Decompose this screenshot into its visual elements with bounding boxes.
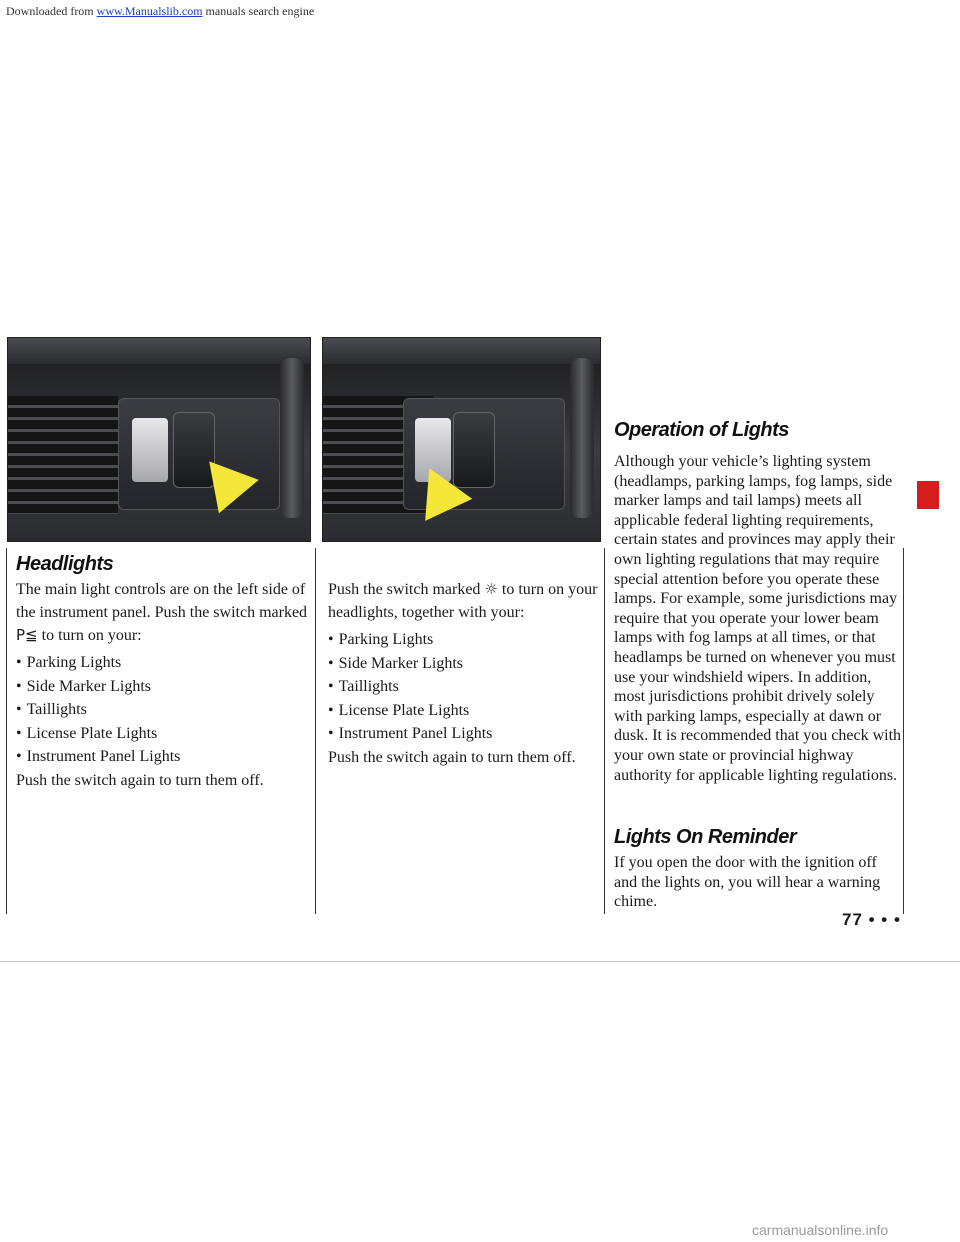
page-number: 77 • • • bbox=[842, 910, 901, 929]
middle-list bbox=[328, 628, 600, 746]
headlights-list bbox=[16, 651, 308, 769]
manualslib-link[interactable]: www.Manualslib.com bbox=[96, 4, 203, 18]
list-item: • Parking Lights bbox=[16, 651, 308, 675]
column-rule-right-a bbox=[604, 548, 605, 914]
dashboard-photo-right bbox=[322, 337, 601, 542]
headlamp-symbol-icon: ☼ bbox=[484, 580, 498, 598]
dashboard-photo-left bbox=[7, 337, 311, 542]
reminder-title: Lights On Reminder bbox=[614, 826, 797, 848]
list-item: • Side Marker Lights bbox=[328, 652, 600, 676]
list-item: • Taillights bbox=[16, 698, 308, 722]
headlights-intro: The main light controls are on the left side of the instrument panel. Push the switch marked P≦ to turn on your: bbox=[16, 581, 308, 644]
footer-watermark: carmanualsonline.info bbox=[752, 1222, 889, 1238]
headlights-closing: Push the switch again to turn them off. bbox=[16, 771, 264, 789]
middle-intro: Push the switch marked ☼ to turn on your headlights, together with your: bbox=[328, 580, 598, 621]
middle-body bbox=[328, 578, 600, 769]
parking-lights-symbol-icon: P≦ bbox=[16, 626, 38, 644]
headlights-body bbox=[16, 578, 308, 792]
list-item: • Instrument Panel Lights bbox=[16, 745, 308, 769]
list-item: • Side Marker Lights bbox=[16, 675, 308, 699]
headlights-title: Headlights bbox=[16, 553, 114, 575]
middle-closing: Push the switch again to turn them off. bbox=[328, 748, 576, 766]
column-rule-middle bbox=[315, 548, 316, 914]
page-divider bbox=[0, 961, 960, 962]
list-item: • Taillights bbox=[328, 675, 600, 699]
list-item: • License Plate Lights bbox=[328, 699, 600, 723]
list-item: • Parking Lights bbox=[328, 628, 600, 652]
column-rule-left bbox=[6, 548, 7, 914]
download-header: Downloaded from www.Manualslib.com manuals search engine bbox=[6, 4, 315, 18]
list-item: • License Plate Lights bbox=[16, 722, 308, 746]
section-tab-marker bbox=[917, 481, 939, 509]
operation-body: Although your vehicle’s lighting system (headlamps, parking lamps, fog lamps, side marker lamps and tail lamps) meets all applicable federal lighting requirements, certain states and provinces may apply their own lighting regulations that may require special attention before you operate these lamps. For example, some jurisdictions may require that you operate your lower beam lamps with fog lamps at all times, or that headlamps be turned on whenever you must use your windshield wipers. In addition, most jurisdictions prohibit drively solely with parking lamps, especially at dawn or dusk. It is recommended that you check with your own state or provincial highway authority for applicable lighting regulations. bbox=[614, 453, 902, 784]
operation-title: Operation of Lights bbox=[614, 419, 789, 441]
reminder-body: If you open the door with the ignition off and the lights on, you will hear a warning chime. bbox=[614, 854, 881, 911]
list-item: • Instrument Panel Lights bbox=[328, 722, 600, 746]
